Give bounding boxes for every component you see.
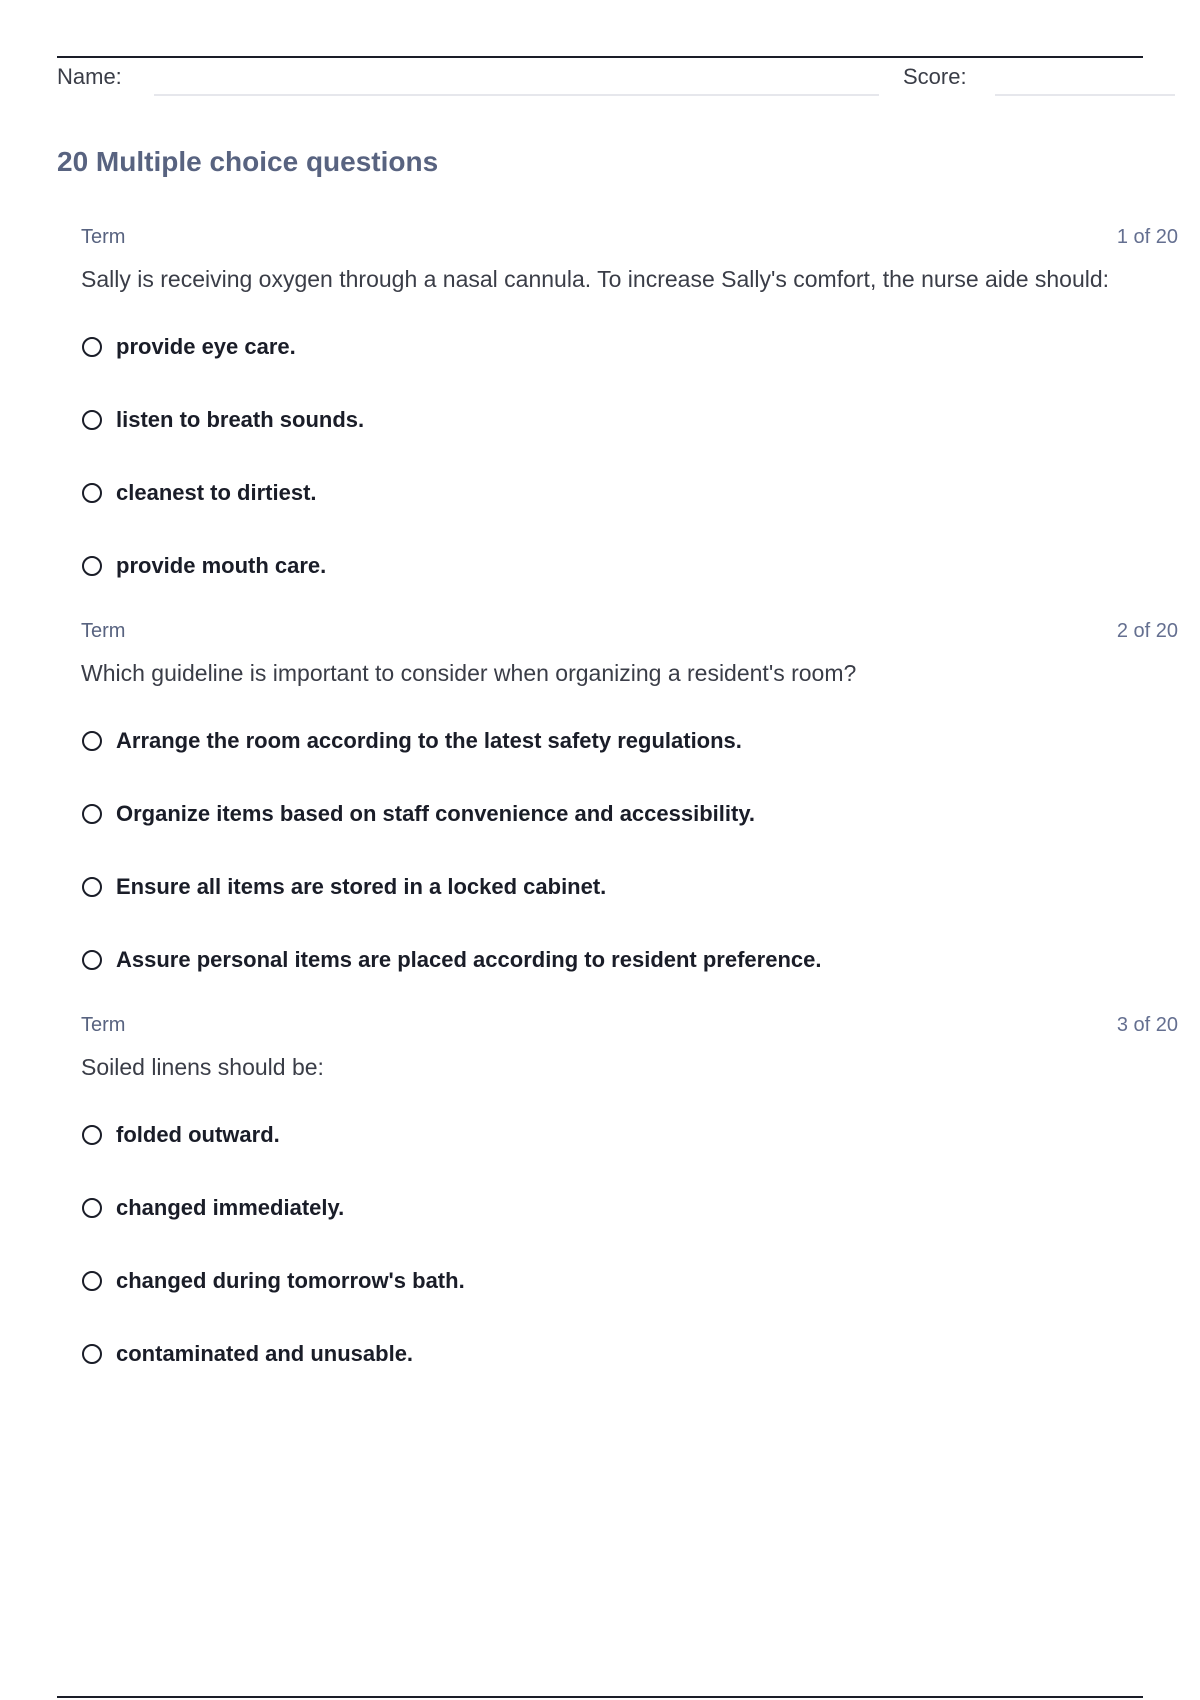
top-rule	[57, 56, 1143, 58]
question-1	[81, 226, 1178, 602]
question-header	[81, 226, 1178, 252]
answer-option-label: provide mouth care.	[116, 552, 327, 578]
question-counter: 3 of 20	[1116, 1014, 1178, 1036]
radio-button[interactable]	[82, 804, 102, 824]
radio-button[interactable]	[82, 1125, 102, 1145]
radio-button[interactable]	[82, 950, 102, 970]
answer-option-label: cleanest to dirtiest.	[116, 479, 317, 505]
bottom-rule	[57, 1696, 1143, 1698]
radio-button[interactable]	[82, 877, 102, 897]
radio-button[interactable]	[82, 1344, 102, 1364]
answer-option-label: contaminated and unusable.	[116, 1340, 414, 1366]
answer-option[interactable]	[81, 1244, 1178, 1317]
score-label: Score:	[903, 64, 967, 89]
answer-option[interactable]	[81, 1171, 1178, 1244]
radio-button[interactable]	[82, 483, 102, 503]
answer-option-label: Assure personal items are placed according to resident preference.	[116, 946, 822, 972]
question-header	[81, 620, 1178, 646]
header-row	[57, 62, 1177, 98]
question-prompt: Which guideline is important to consider when organizing a resident's room?	[81, 660, 857, 686]
radio-button[interactable]	[82, 337, 102, 357]
question-header	[81, 1014, 1178, 1040]
answer-option[interactable]	[81, 383, 1178, 456]
answer-option[interactable]	[81, 923, 1178, 996]
answer-options	[81, 310, 1178, 602]
question-counter: 2 of 20	[1116, 620, 1178, 642]
question-list	[81, 226, 1178, 1408]
question-prompt: Sally is receiving oxygen through a nasal cannula. To increase Sally's comfort, the nurse aide should:	[81, 266, 1110, 292]
question-2	[81, 620, 1178, 996]
answer-option[interactable]	[81, 1317, 1178, 1390]
score-field[interactable]	[995, 94, 1175, 96]
answer-option[interactable]	[81, 777, 1178, 850]
radio-button[interactable]	[82, 410, 102, 430]
answer-options	[81, 1098, 1178, 1390]
answer-option[interactable]	[81, 1098, 1178, 1171]
answer-option-label: Arrange the room according to the latest safety regulations.	[116, 727, 742, 753]
term-label: Term	[81, 1014, 126, 1036]
answer-options	[81, 704, 1178, 996]
radio-button[interactable]	[82, 1271, 102, 1291]
answer-option-label: listen to breath sounds.	[116, 406, 365, 432]
question-3	[81, 1014, 1178, 1390]
answer-option-label: provide eye care.	[116, 333, 296, 359]
name-label: Name:	[57, 64, 122, 89]
question-prompt: Soiled linens should be:	[81, 1054, 324, 1080]
answer-option[interactable]	[81, 529, 1178, 602]
question-counter: 1 of 20	[1116, 226, 1178, 248]
radio-button[interactable]	[82, 556, 102, 576]
answer-option-label: changed during tomorrow's bath.	[116, 1267, 465, 1293]
answer-option-label: changed immediately.	[116, 1194, 345, 1220]
term-label: Term	[81, 620, 126, 642]
answer-option-label: Organize items based on staff convenience and accessibility.	[116, 800, 756, 826]
name-field[interactable]	[154, 94, 879, 96]
answer-option[interactable]	[81, 704, 1178, 777]
radio-button[interactable]	[82, 1198, 102, 1218]
answer-option-label: folded outward.	[116, 1121, 280, 1147]
answer-option[interactable]	[81, 456, 1178, 529]
term-label: Term	[81, 226, 126, 248]
answer-option-label: Ensure all items are stored in a locked cabinet.	[116, 873, 607, 899]
section-title: 20 Multiple choice questions	[57, 146, 439, 177]
answer-option[interactable]	[81, 850, 1178, 923]
radio-button[interactable]	[82, 731, 102, 751]
answer-option[interactable]	[81, 310, 1178, 383]
